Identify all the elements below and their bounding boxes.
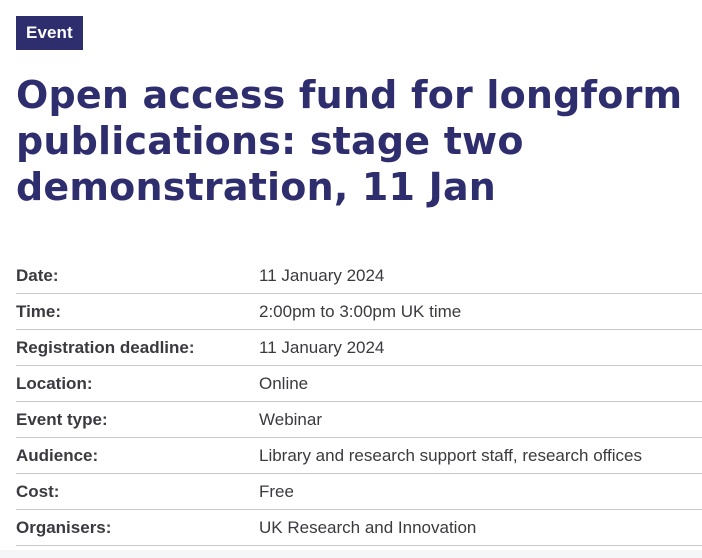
detail-row-cost [16, 474, 702, 510]
detail-value: Library and research support staff, research offices [259, 445, 643, 465]
detail-value: 11 January 2024 [259, 337, 385, 357]
detail-label: Audience: [16, 445, 99, 465]
detail-value: 11 January 2024 [259, 265, 385, 285]
detail-row-organisers [16, 510, 702, 546]
detail-label: Organisers: [16, 517, 112, 537]
detail-label: Cost: [16, 481, 60, 501]
detail-value: Free [259, 481, 294, 501]
event-details-table [16, 258, 702, 546]
detail-row-registration-deadline [16, 330, 702, 366]
detail-row-date [16, 258, 702, 294]
detail-label: Time: [16, 301, 62, 321]
detail-row-event-type [16, 402, 702, 438]
page-bottom-strip [0, 550, 702, 558]
detail-label: Location: [16, 373, 93, 393]
detail-row-location [16, 366, 702, 402]
detail-row-time [16, 294, 702, 330]
detail-label: Registration deadline: [16, 337, 195, 357]
detail-label: Event type: [16, 409, 108, 429]
detail-label: Date: [16, 265, 59, 285]
detail-value: Online [259, 373, 309, 393]
detail-row-audience [16, 438, 702, 474]
detail-value: 2:00pm to 3:00pm UK time [259, 301, 462, 321]
page-title: Open access fund for longform publications: stage two demonstration, 11 Jan [16, 73, 683, 209]
detail-value: Webinar [259, 409, 322, 429]
event-badge: Event [16, 16, 83, 50]
detail-value: UK Research and Innovation [259, 517, 477, 537]
